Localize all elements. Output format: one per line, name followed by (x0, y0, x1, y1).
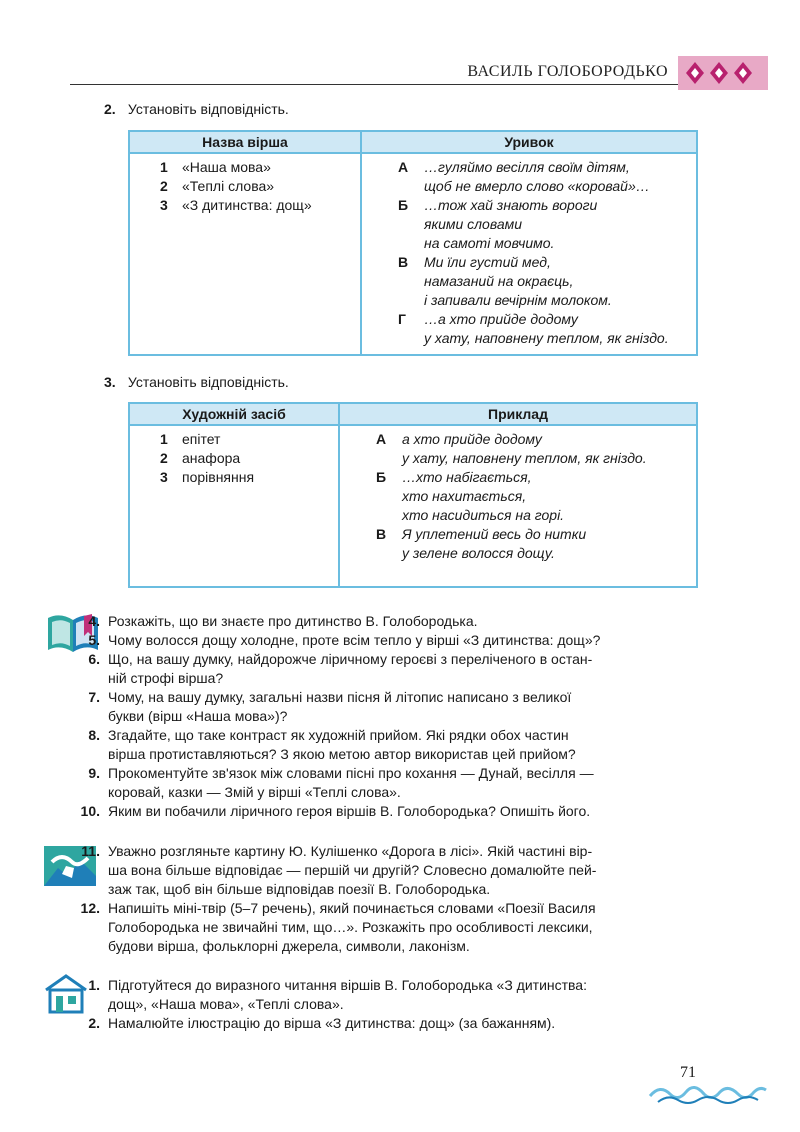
table-header: Назва вірша (129, 131, 361, 153)
excerpt-line: щоб не вмерло слово «коровай»… (424, 178, 650, 194)
question-item (81, 842, 708, 899)
question-line: вірша протиставляються? З якою метою автор використав цей прийом? (108, 746, 576, 762)
poem-title: «З дитинства: дощ» (182, 197, 312, 213)
item-number: 3 (160, 197, 168, 213)
homework-item (88, 1014, 708, 1033)
item-letter: В (376, 526, 387, 542)
item-number: 3 (160, 469, 168, 485)
device-name: порівняння (182, 469, 255, 485)
homework-number: 1. (88, 977, 100, 993)
question-line: Чому, на вашу думку, загальні назви пісня й літопис написано з великої (108, 689, 572, 705)
device-name: анафора (182, 450, 241, 466)
task-number: 3. (104, 374, 116, 390)
item-letter: А (398, 159, 409, 175)
example (376, 468, 688, 525)
excerpt-line: …тож хай знають вороги (424, 197, 598, 213)
question-number: 8. (88, 727, 100, 743)
example (376, 525, 688, 563)
table-left-cell (129, 425, 339, 587)
questions-list-creative (80, 842, 708, 956)
page-number: 71 (680, 1064, 696, 1081)
example-line: у хату, наповнену теплом, як гніздо. (402, 450, 647, 466)
table-header: Приклад (339, 403, 697, 425)
question-line: ній строфі вірша? (108, 670, 224, 686)
question-line: Яким ви побачили ліричного героя віршів В. Голобородька? Опишіть його. (108, 803, 591, 819)
item-letter: Б (376, 469, 387, 485)
question-number: 12. (80, 900, 100, 916)
embroidery-ornament-icon (678, 56, 768, 90)
question-number: 6. (88, 651, 100, 667)
task-text: Установіть відповідність. (127, 374, 289, 390)
excerpt-line: намазаний на окраєць, (424, 273, 574, 289)
task-number: 2. (104, 101, 116, 117)
example (376, 430, 688, 468)
item-letter: А (376, 431, 387, 447)
question-item (88, 688, 708, 726)
question-line: Чому волосся дощу холодне, проте всім тепло у вірші «З дитинства: дощ»? (108, 632, 601, 648)
question-number: 9. (88, 765, 100, 781)
question-line: Напишіть міні-твір (5–7 речень), який починається словами «Поезії Василя (108, 900, 596, 916)
question-line: Що, на вашу думку, найдорожче ліричному героєві з переліченого в остан- (108, 651, 593, 667)
question-number: 10. (80, 803, 100, 819)
homework-line: Підготуйтеся до виразного читання віршів В. Голобородька «З дитинства: (108, 977, 587, 993)
example-line: у зелене волосся дощу. (402, 545, 555, 561)
excerpt-line: якими словами (424, 216, 522, 232)
question-line: букви (вірш «Наша мова»)? (108, 708, 288, 724)
item-letter: Г (398, 311, 406, 327)
question-item (88, 631, 708, 650)
header-rule (70, 84, 680, 85)
question-line: заж так, щоб він більше відповідав поезії В. Голобородька. (108, 881, 491, 897)
question-number: 4. (88, 613, 100, 629)
question-item (80, 899, 708, 956)
match-table-poems (128, 130, 698, 356)
homework-list (88, 976, 708, 1033)
running-header-title: ВАСИЛЬ ГОЛОБОРОДЬКО (467, 63, 668, 80)
question-line: будови вірша, фольклорні джерела, символи, лаконізм. (108, 938, 470, 954)
example-line: хто насидиться на горі. (402, 507, 565, 523)
question-item (88, 726, 708, 764)
excerpt (398, 253, 688, 310)
excerpt (398, 158, 688, 196)
excerpt (398, 196, 688, 253)
question-line: Голобородька не звичайні тим, що…». Розкажіть про особливості лексики, (108, 919, 593, 935)
question-line: Уважно розгляньте картину Ю. Кулішенко «Дорога в лісі». Якій частині вір- (108, 843, 593, 859)
item-letter: В (398, 254, 409, 270)
question-line: коровай, казки — Змій у вірші «Теплі слова». (108, 784, 401, 800)
excerpt-line: …а хто прийде додому (424, 311, 578, 327)
question-number: 11. (81, 843, 100, 859)
table-header: Художній засіб (129, 403, 339, 425)
question-line: Прокоментуйте зв'язок між словами пісні про кохання — Дунай, весілля — (108, 765, 594, 781)
table-left-cell (129, 153, 361, 355)
item-number: 1 (160, 431, 168, 447)
example-line: а хто прийде додому (402, 431, 542, 447)
task-3 (104, 373, 289, 392)
question-number: 7. (88, 689, 100, 705)
questions-list (80, 612, 708, 821)
item-number: 2 (160, 178, 168, 194)
task-text: Установіть відповідність. (127, 101, 289, 117)
item-number: 1 (160, 159, 168, 175)
question-item (88, 612, 708, 631)
poem-title: «Теплі слова» (182, 178, 275, 194)
question-number: 5. (88, 632, 100, 648)
homework-line: дощ», «Наша мова», «Теплі слова». (108, 996, 344, 1012)
example-line: …хто набігається, (402, 469, 532, 485)
excerpt-line: на самоті мовчимо. (424, 235, 555, 251)
excerpt (398, 310, 688, 348)
example-line: хто нахитається, (402, 488, 527, 504)
device-name: епітет (182, 431, 221, 447)
table-right-cell (339, 425, 697, 587)
item-letter: Б (398, 197, 409, 213)
question-line: ша вона більше відповідає — першій чи другій? Словесно домалюйте пей- (108, 862, 597, 878)
question-item (80, 802, 708, 821)
excerpt-line: …гуляймо весілля своїм дітям, (424, 159, 630, 175)
homework-number: 2. (88, 1015, 100, 1031)
item-number: 2 (160, 450, 168, 466)
task-2 (104, 100, 289, 119)
question-line: Розкажіть, що ви знаєте про дитинство В. Голобородька. (108, 613, 478, 629)
question-item (88, 764, 708, 802)
wave-ornament-icon (648, 1080, 768, 1106)
excerpt-line: у хату, наповнену теплом, як гніздо. (424, 330, 669, 346)
question-line: Згадайте, що таке контраст як художній прийом. Які рядки обох частин (108, 727, 569, 743)
homework-line: Намалюйте ілюстрацію до вірша «З дитинства: дощ» (за бажанням). (108, 1015, 556, 1031)
poem-title: «Наша мова» (182, 159, 271, 175)
excerpt-line: і запивали вечірнім молоком. (424, 292, 612, 308)
question-item (88, 650, 708, 688)
homework-item (88, 976, 708, 1014)
match-table-devices (128, 402, 698, 588)
table-right-cell (361, 153, 697, 355)
excerpt-line: Ми їли густий мед, (424, 254, 551, 270)
table-header: Уривок (361, 131, 697, 153)
example-line: Я уплетений весь до нитки (402, 526, 587, 542)
